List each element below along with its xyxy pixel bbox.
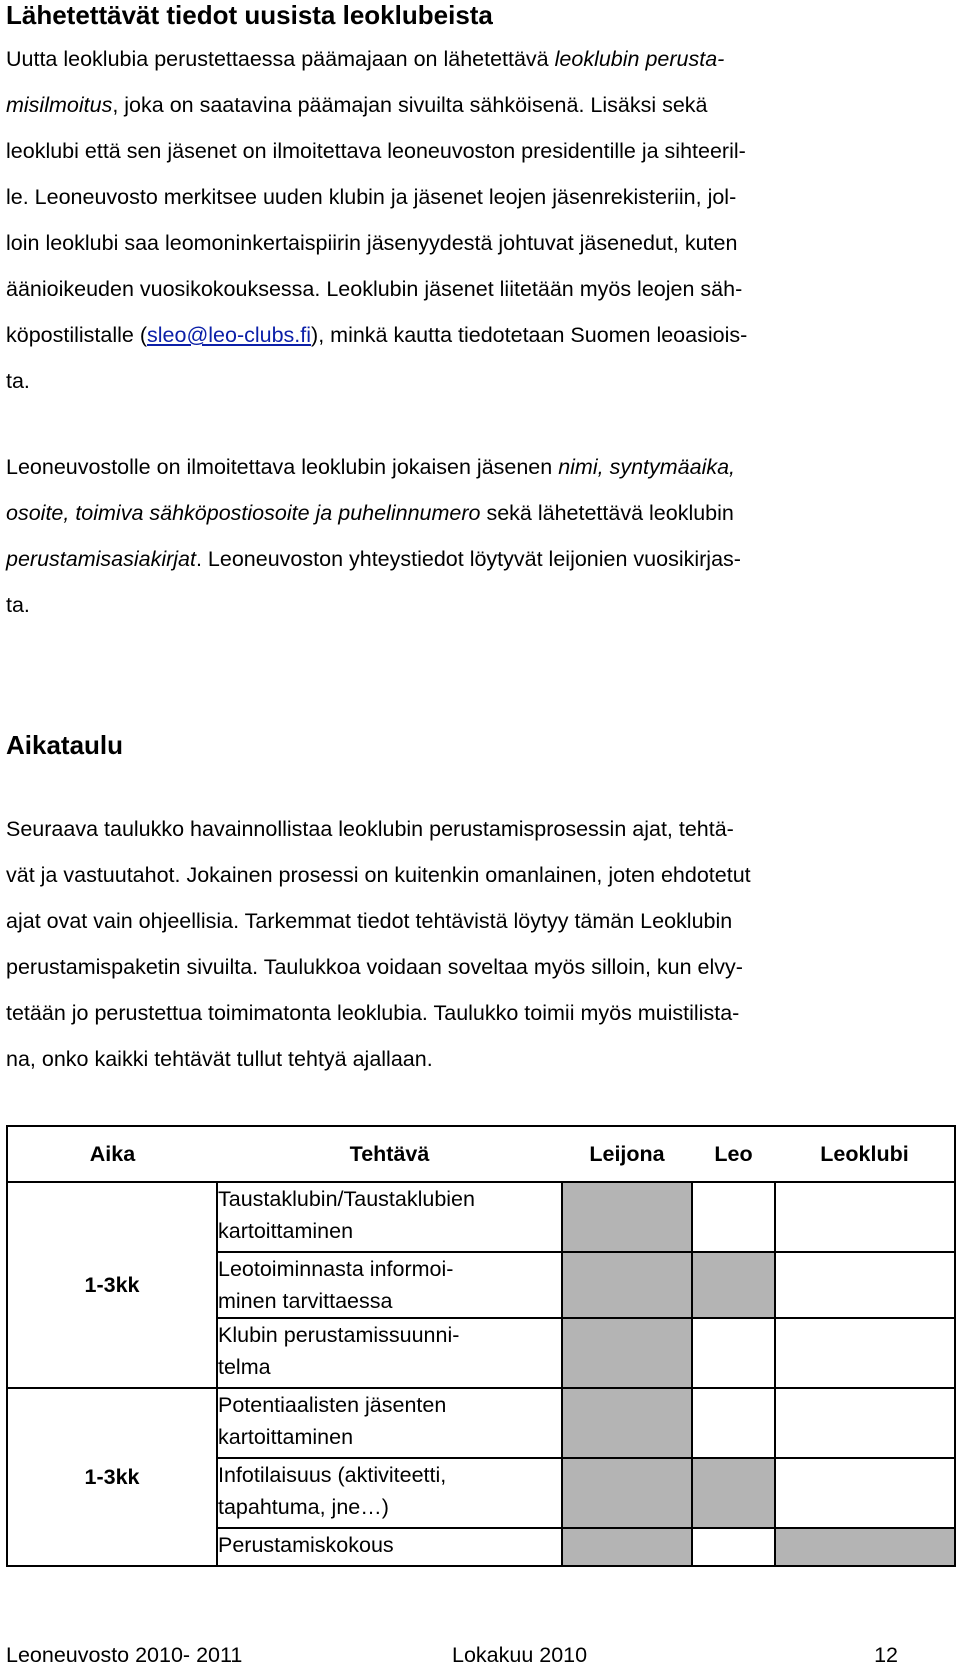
leoklubi-cell xyxy=(775,1252,955,1318)
task-cell: Leotoiminnasta informoi- minen tarvittaessa xyxy=(217,1252,562,1318)
leo-cell xyxy=(692,1528,775,1566)
period-cell: 1-3kk xyxy=(7,1182,217,1388)
text-line: ta. xyxy=(6,369,30,393)
leoklubi-cell xyxy=(775,1528,955,1566)
text-line: vät ja vastuutahot. Jokainen prosessi on kuitenkin omanlainen, joten ehdotetut xyxy=(6,863,751,887)
col-header-leo: Leo xyxy=(692,1126,775,1182)
footer-page-number: 12 xyxy=(874,1643,898,1667)
leoklubi-cell xyxy=(775,1388,955,1458)
col-header-aika: Aika xyxy=(7,1126,217,1182)
text-line: köpostilistalle (sleo@leo-clubs.fi), minkä kautta tiedotetaan Suomen leoasiois- xyxy=(6,323,748,347)
col-header-tehtava: Tehtävä xyxy=(217,1126,562,1182)
text-line: ta. xyxy=(6,593,30,617)
col-header-leoklubi: Leoklubi xyxy=(775,1126,955,1182)
leo-cell xyxy=(692,1182,775,1252)
leijona-cell xyxy=(562,1528,692,1566)
task-cell: Klubin perustamissuunni- telma xyxy=(217,1318,562,1388)
table-row xyxy=(7,1182,955,1252)
text-line: tetään jo perustettua toimimatonta leoklubia. Taulukko toimii myös muistilista- xyxy=(6,1001,740,1025)
email-link[interactable]: sleo@leo-clubs.fi xyxy=(147,323,312,347)
col-header-leijona: Leijona xyxy=(562,1126,692,1182)
text-line: osoite, toimiva sähköpostiosoite ja puhelinnumero sekä lähetettävä leoklubin xyxy=(6,501,734,525)
text-line: Leoneuvostolle on ilmoitettava leoklubin jokaisen jäsenen nimi, syntymäaika, xyxy=(6,455,736,479)
schedule-heading: Aikataulu xyxy=(6,730,124,760)
text-line: ajat ovat vain ohjeellisia. Tarkemmat tiedot tehtävistä löytyy tämän Leoklubin xyxy=(6,909,733,933)
paragraph-schedule-intro xyxy=(6,806,960,1082)
text-line: perustamisasiakirjat. Leoneuvoston yhteystiedot löytyvät leijonien vuosikirjas- xyxy=(6,547,741,571)
text-line: Seuraava taulukko havainnollistaa leoklubin perustamisprosessin ajat, tehtä- xyxy=(6,817,734,841)
text-line: loin leoklubi saa leomoninkertaispiirin jäsenyydestä johtuvat jäsenedut, kuten xyxy=(6,231,738,255)
leijona-cell xyxy=(562,1458,692,1528)
text-line: leoklubi että sen jäsenet on ilmoitettava leoneuvoston presidentille ja sihteeril- xyxy=(6,139,746,163)
leoklubi-cell xyxy=(775,1318,955,1388)
task-cell: Taustaklubin/Taustaklubien kartoittaminen xyxy=(217,1182,562,1252)
leo-cell xyxy=(692,1458,775,1528)
leoklubi-cell xyxy=(775,1182,955,1252)
text-line: na, onko kaikki tehtävät tullut tehtyä ajallaan. xyxy=(6,1047,433,1071)
footer-organization: Leoneuvosto 2010- 2011 xyxy=(6,1643,243,1667)
task-cell: Potentiaalisten jäsenten kartoittaminen xyxy=(217,1388,562,1458)
text-line: le. Leoneuvosto merkitsee uuden klubin ja jäsenet leojen jäsenrekisteriin, jol- xyxy=(6,185,737,209)
schedule-table xyxy=(6,1125,956,1567)
section-heading: Lähetettävät tiedot uusista leoklubeista xyxy=(6,0,493,30)
leoklubi-cell xyxy=(775,1458,955,1528)
table-row xyxy=(7,1388,955,1458)
leo-cell xyxy=(692,1318,775,1388)
leo-cell xyxy=(692,1252,775,1318)
task-cell: Perustamiskokous xyxy=(217,1528,562,1566)
paragraph-member-info xyxy=(6,444,960,628)
task-cell: Infotilaisuus (aktiviteetti, tapahtuma, jne…) xyxy=(217,1458,562,1528)
leijona-cell xyxy=(562,1318,692,1388)
leijona-cell xyxy=(562,1252,692,1318)
text-line: äänioikeuden vuosikokouksessa. Leoklubin jäsenet liitetään myös leojen säh- xyxy=(6,277,743,301)
period-cell: 1-3kk xyxy=(7,1388,217,1566)
table-header-row xyxy=(7,1126,955,1182)
text-line: Uutta leoklubia perustettaessa päämajaan on lähetettävä leoklubin perusta- xyxy=(6,47,725,71)
paragraph-new-leoclubs xyxy=(6,36,960,404)
text-line: perustamispaketin sivuilta. Taulukkoa voidaan soveltaa myös silloin, kun elvy- xyxy=(6,955,743,979)
text-line: misilmoitus, joka on saatavina päämajan sivuilta sähköisenä. Lisäksi sekä xyxy=(6,93,708,117)
leijona-cell xyxy=(562,1182,692,1252)
footer-date: Lokakuu 2010 xyxy=(452,1643,588,1667)
leijona-cell xyxy=(562,1388,692,1458)
leo-cell xyxy=(692,1388,775,1458)
